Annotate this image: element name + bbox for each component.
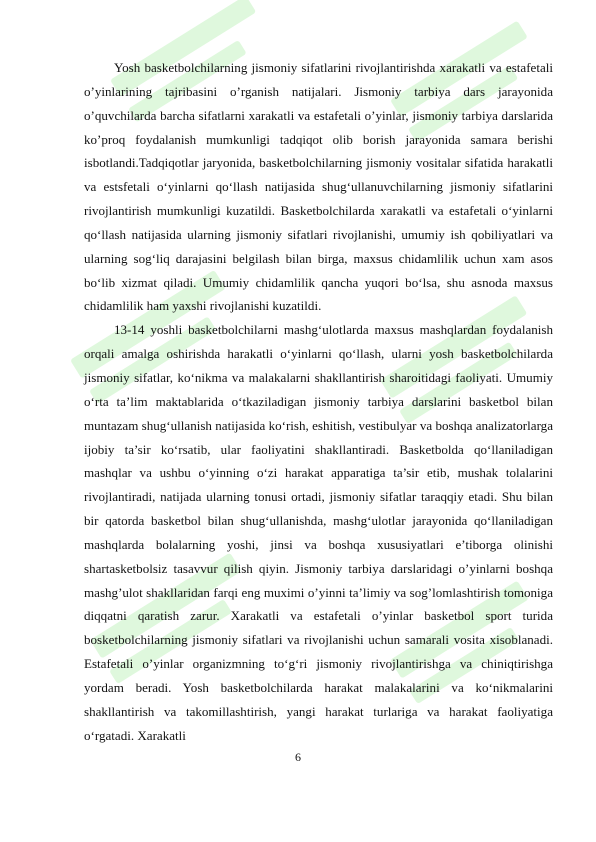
page-number: 6	[295, 750, 301, 764]
paragraph: 13-14 yoshli basketbolchilarni mashg‘ulotlarda maxsus mashqlardan foydalanish orqali amalga oshirishda harakatli o‘yinlarni qo‘llash, ularni yosh basketbolchilarda jismoniy sifatlar, ko‘nikma va malakalarni shakllantirish sharoitidagi faoliyati. Umumiy o‘rta ta’lim maktablarida o‘tkaziladigan jismoniy tarbiya darslarini basketbol bilan muntazam shug‘ullanish natijasida ko‘rish, eshitish, vestibulyar va boshqa analizatorlarga ijobiy ta’sir ko‘rsatib, ular faoliyatini shakllantiradi. Basketbolda qo‘llaniladigan mashqlar va ushbu o‘yinning o‘zi harakat apparatiga ta’sir etib, mushak tolalarini rivojlantiradi, natijada ularning tonusi ortadi, jismoniy sifatlar taraqqiy etadi. Shu bilan bir qatorda basketbol bilan shug‘ullanishda, mashg‘ulotlar jarayonida qo‘llaniladigan mashqlarda bolalarning yoshi, jinsi va boshqa xususiyatlari e’tiborga olinishi shartasketbolsiz tasavvur qilish qiyin. Jismoniy tarbiya darslaridagi o’yinlarni boshqa mashg’ulot shakllaridan farqi eng muximi o’yinni ta’limiy va sog’lomlashtirish tomoniga diqqatni qaratish zarur. Xarakatli va estafetali o’yinlar basketbol sport turida bosketbolchilarning jismoniy sifatlari va rivojlanishi uchun samarali vosita xisoblanadi. Estafetali o’yinlar organizmning to‘g‘ri jismoniy rivojlantirishga va chiniqtirishga yordam beradi. Yosh basketbolchilarda harakat malakalarini va ko‘nikmalarini shakllantirish va takomillashtirish, yangi harakat turlariga va harakat faoliyatiga o‘rgatadi. Xarakatli	[84, 322, 553, 743]
body-text	[84, 56, 553, 747]
paragraph: Yosh basketbolchilarning jismoniy sifatlarini rivojlantirishda xarakatli va estafetali o’yinlarining tajribasini o’rganish natijalari. Jismoniy tarbiya dars jarayonida o’quvchilarda barcha sifatlarni xarakatli va estafetali o’yinlar, jismoniy tarbiya darslarida ko’proq foydalanish mumkunligi tadqiqot olib borish jarayonida samara berishi isbotlandi.Tadqiqotlar jaryonida, basketbolchilarning jismoniy vositalar sifatida harakatli va estsfetali o‘yinlarni qo‘llash natijasida shug‘ullanuvchilarning jismoniy sifatlarini rivojlantirish mumkunligi kuzatildi. Basketbolchilarda xarakatli va estafetali o‘yinlarni qo‘llash natijasida ularning jismoniy sifatlari rivojlanishi, umumiy ish qobiliyatlari va ularning sog‘liq darajasini belgilash bilan birga, maxsus chidamlilik uchun xam asos bo‘lib xizmat qiladi. Umumiy chidamlilik qancha yuqori bo‘lsa, shu asnoda maxsus chidamlilik ham yaxshi rivojlanishi kuzatildi.	[84, 60, 553, 314]
